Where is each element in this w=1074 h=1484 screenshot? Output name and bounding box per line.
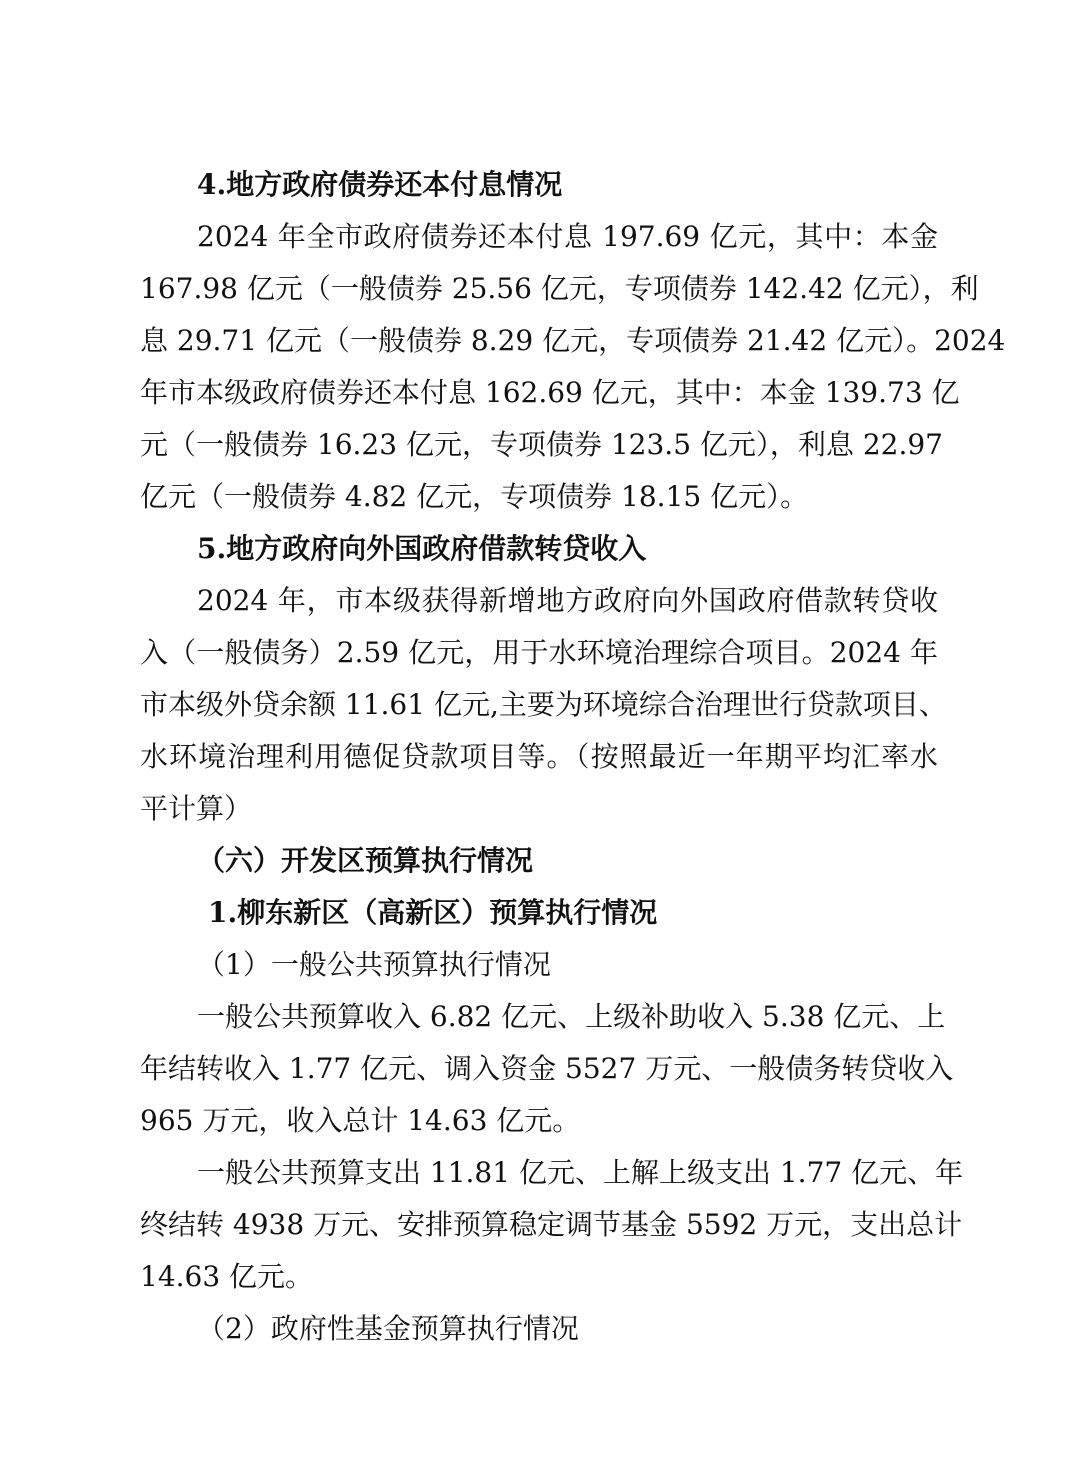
paragraph-line: 水环境治理利用德促贷款项目等。（按照最近一年期平均汇率水 — [140, 740, 938, 773]
paragraph-line: 元（一般债券 16.23 亿元，专项债券 123.5 亿元），利息 22.97 — [140, 428, 943, 461]
paragraph-line: 市本级外贷余额 11.61 亿元,主要为环境综合治理世行贷款项目、 — [140, 688, 947, 721]
paragraph-line: 息 29.71 亿元（一般债券 8.29 亿元，专项债券 21.42 亿元）。2024 — [140, 324, 1006, 357]
paragraph-line: 965 万元，收入总计 14.63 亿元。 — [140, 1104, 581, 1137]
paragraph-line: 一般公共预算收入 6.82 亿元、上级补助收入 5.38 亿元、上 — [197, 1000, 946, 1033]
paragraph-line: 14.63 亿元。 — [140, 1260, 314, 1293]
paragraph-line: 年市本级政府债券还本付息 162.69 亿元，其中：本金 139.73 亿 — [140, 376, 960, 409]
heading-liudong-new-area: 1.柳东新区（高新区）预算执行情况 — [208, 896, 658, 929]
paragraph-line: 平计算） — [140, 792, 253, 825]
heading-bond-repayment: 4.地方政府债券还本付息情况 — [197, 168, 563, 201]
paragraph-line: 167.98 亿元（一般债券 25.56 亿元，专项债券 142.42 亿元），利 — [140, 272, 979, 305]
heading-foreign-loan: 5.地方政府向外国政府借款转贷收入 — [197, 532, 647, 565]
paragraph-line: 2024 年，市本级获得新增地方政府向外国政府借款转贷收 — [197, 584, 938, 617]
paragraph-line: 终结转 4938 万元、安排预算稳定调节基金 5592 万元，支出总计 — [140, 1208, 963, 1241]
heading-development-zone: （六）开发区预算执行情况 — [197, 844, 534, 877]
paragraph-line: 亿元（一般债券 4.82 亿元，专项债券 18.15 亿元）。 — [140, 480, 809, 513]
paragraph-line: 入（一般债务）2.59 亿元，用于水环境治理综合项目。2024 年 — [140, 636, 938, 669]
subheading-general-budget: （1）一般公共预算执行情况 — [197, 948, 551, 981]
paragraph-line: 一般公共预算支出 11.81 亿元、上解上级支出 1.77 亿元、年 — [197, 1156, 964, 1189]
paragraph-line: 2024 年全市政府债券还本付息 197.69 亿元，其中：本金 — [197, 220, 938, 253]
paragraph-line: 年结转收入 1.77 亿元、调入资金 5527 万元、一般债务转贷收入 — [140, 1052, 954, 1085]
subheading-government-fund-budget: （2）政府性基金预算执行情况 — [197, 1312, 579, 1345]
